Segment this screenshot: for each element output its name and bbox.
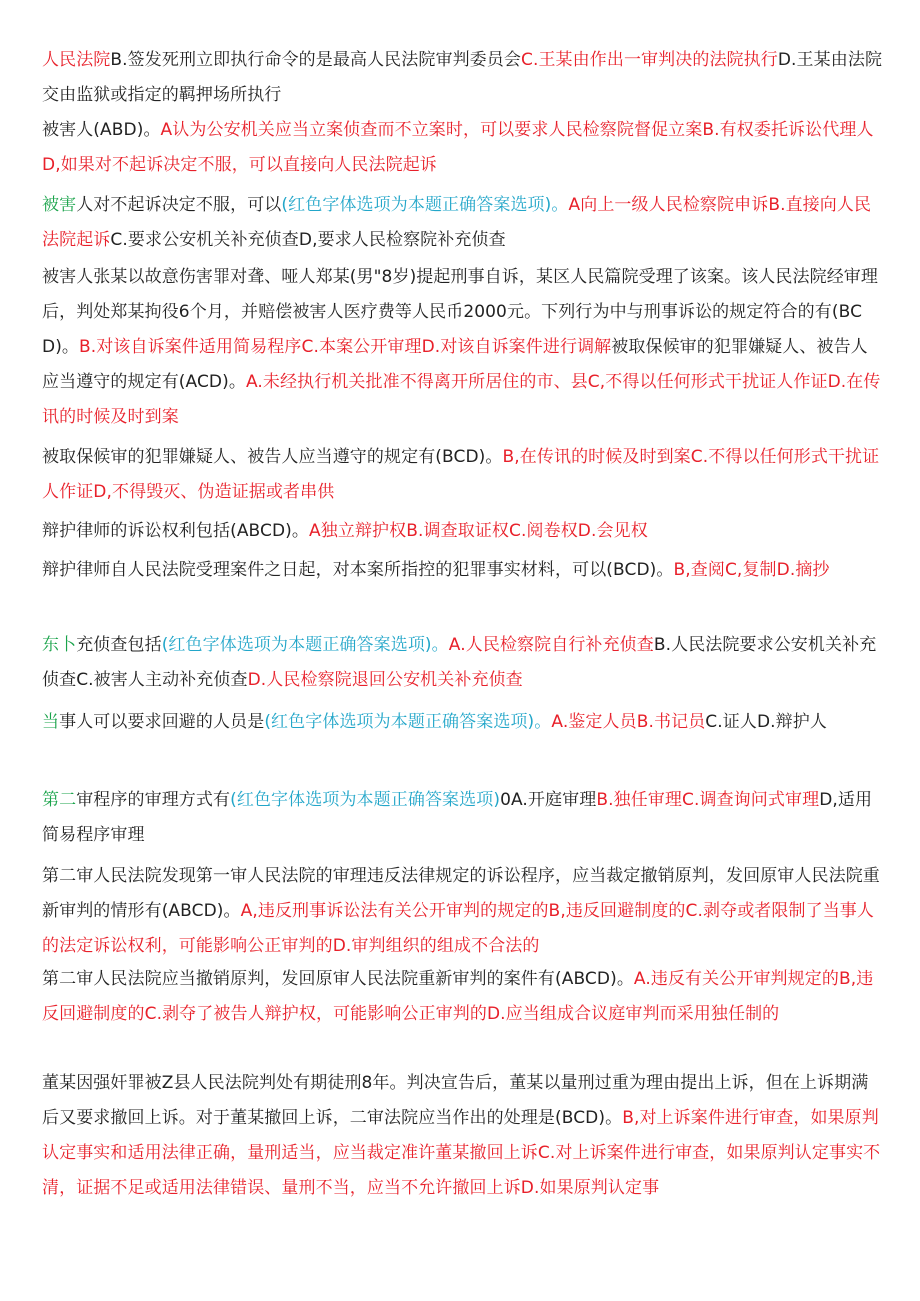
question-text: 充侦查包括: [76, 635, 162, 655]
paragraph: [42, 514, 884, 549]
paragraph: [42, 962, 884, 1032]
answer-text: B,对上诉案件进行审查，如果原判认定事实和适用法律正确，量刑适当，应当裁定准许董某撤回上诉C.对上诉案件进行审查，如果原判认定事实不清，证据不足或适用法律错误、量刑不当，应当不允许撤回上诉D.如果原判认定事: [42, 1108, 881, 1198]
answer-text: A.人民检察院自行补充侦查: [448, 635, 654, 655]
question-text: D,适用简易程序审理: [42, 790, 873, 845]
question-text: B.人民法院要求公安机关补充侦查C.被害人主动补充侦查: [42, 635, 877, 690]
hint-text: (红色字体选项为本题正确答案选项): [230, 790, 501, 810]
hint-text: (红色字体选项为本题正确答案选项)。: [161, 635, 449, 655]
answer-text: A.鉴定人员B.书记员: [551, 712, 706, 732]
answer-text: B,查阅C,复制D.摘抄: [673, 560, 830, 580]
question-text: 当: [42, 712, 60, 732]
answer-text: C.王某由作出一审判决的法院执行: [520, 50, 778, 70]
question-text: D.王某由法院交由监狱或指定的羁押场所执行: [42, 50, 883, 105]
hint-text: (红色字体选项为本题正确答案选项)。: [281, 195, 569, 215]
paragraph: [42, 440, 884, 510]
answer-text: A,违反刑事诉讼法有关公开审判的规定的B,违反回避制度的C.剥夺或者限制了当事人的法定诉讼权利，可能影响公正审判的D.审判组织的组成不合法的: [42, 901, 874, 956]
paragraph: [42, 1066, 884, 1206]
question-text: C.证人D.辩护人: [705, 712, 827, 732]
answer-text: A独立辩护权B.调查取证权C.阅卷权D.会见权: [309, 521, 648, 541]
question-text: 董某因强奸罪被Z县人民法院判处有期徒刑8年。判决宣告后，董某以量刑过重为理由提出上诉，但在上诉期满后又要求撤回上诉。对于董某撤回上诉，二审法院应当作出的处理是(BCD)。: [42, 1073, 869, 1128]
question-text: 被害人(ABD)。: [42, 120, 161, 140]
question-text: 审程序的审理方式有: [76, 790, 231, 810]
question-text: 辩护律师的诉讼权利包括(ABCD)。: [42, 521, 310, 541]
paragraph: [42, 783, 884, 853]
answer-text: B.对该自诉案件适用简易程序C.本案公开审理D.对该自诉案件进行调解: [79, 337, 612, 357]
paragraph: [42, 113, 884, 183]
paragraph: [42, 260, 884, 435]
paragraph: [42, 628, 884, 698]
question-text: 被害人张某以故意伤害罪对聋、哑人郑某(男"8岁)提起刑事自诉，某区人民篇院受理了该案。该人民法院经审理后，判处郑某拘役6个月，并赔偿被害人医疗费等人民币2000元。下列行为中与刑事诉讼的规定符合的有(BCD)。: [42, 267, 878, 357]
answer-text: D.人民检察院退回公安机关补充侦查: [247, 670, 523, 690]
paragraph: [42, 43, 884, 113]
question-text: 第二审人民法院发现第一审人民法院的审理违反法律规定的诉讼程序，应当裁定撤销原判，发回原审人民法院重新审判的情形有(ABCD)。: [42, 866, 880, 921]
answer-text: A.违反有关公开审判规定的B,违反回避制度的C.剥夺了被告人辩护权，可能影响公正审判的D.应当组成合议庭审判而采用独任制的: [42, 969, 874, 1024]
answer-text: B.独任审理C.调查询问式审理: [596, 790, 820, 810]
question-text: B.签发死刑立即执行命令的是最高人民法院审判委员会: [110, 50, 521, 70]
question-text: 被取保候审的犯罪嫌疑人、被告人应当遵守的规定有(ACD)。: [42, 337, 868, 392]
question-text: 事人可以要求回避的人员是: [59, 712, 265, 732]
question-text: 0A.开庭审理: [500, 790, 597, 810]
question-text: 人对不起诉决定不服，可以: [76, 195, 282, 215]
hint-text: (红色字体选项为本题正确答案选项)。: [264, 712, 552, 732]
answer-text: B,在传讯的时候及时到案C.不得以任何形式干扰证人作证D,不得毁灭、伪造证据或者串供: [42, 447, 880, 502]
answer-text: A向上一级人民检察院申诉B.直接向人民法院起诉: [42, 195, 872, 250]
answer-text: 人民法院: [42, 50, 111, 70]
answer-text: A.未经执行机关批准不得离开所居住的市、县C,不得以任何形式干扰证人作证D.在传讯的时候及时到案: [42, 372, 881, 427]
question-text: 被害: [42, 195, 77, 215]
question-text: 第二审人民法院应当撤销原判，发回原审人民法院重新审判的案件有(ABCD)。: [42, 969, 634, 989]
paragraph: [42, 859, 884, 964]
answer-text: A认为公安机关应当立案侦查而不立案时，可以要求人民检察院督促立案B.有权委托诉讼代理人D,如果对不起诉决定不服，可以直接向人民法院起诉: [42, 120, 874, 175]
question-text: 被取保候审的犯罪嫌疑人、被告人应当遵守的规定有(BCD)。: [42, 447, 503, 467]
paragraph: [42, 705, 884, 740]
question-text: 辩护律师自人民法院受理案件之日起，对本案所指控的犯罪事实材料，可以(BCD)。: [42, 560, 674, 580]
paragraph: [42, 188, 884, 258]
question-text: 第二: [42, 790, 77, 810]
question-text: 东卜: [42, 635, 77, 655]
paragraph: [42, 553, 884, 588]
question-text: C.要求公安机关补充侦查D,要求人民检察院补充侦查: [110, 230, 506, 250]
